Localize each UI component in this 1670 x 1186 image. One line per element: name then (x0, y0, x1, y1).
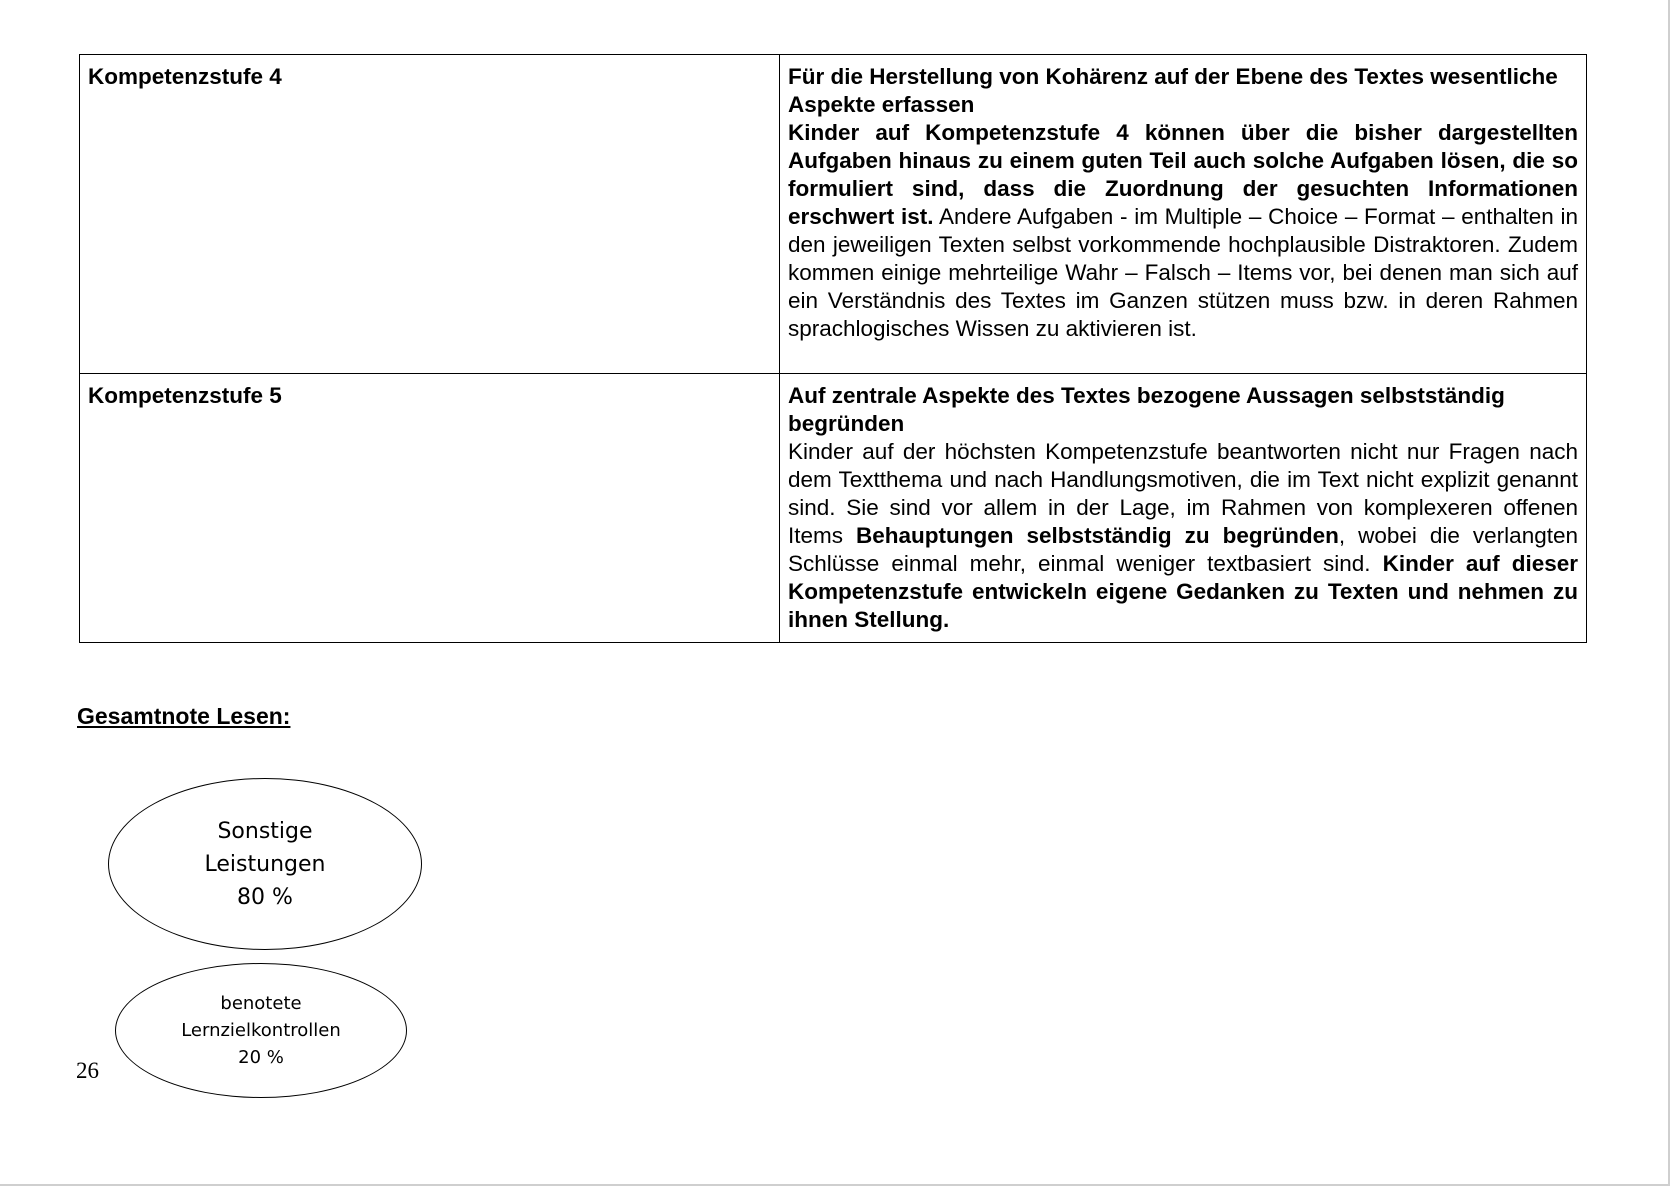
level-description-cell (780, 374, 1587, 643)
level-body-text: Andere Aufgaben - im Multiple – Choice – Format – enthalten in den jeweiligen Texten selbst vorkommende hochplausible Distraktoren. Zudem kommen einige mehrteilige Wahr – Falsch – Items vor, bei denen man sich auf ein Verständnis des Textes im Ganzen stützen muss bzw. in deren Rahmen sprachlogisches Wissen zu aktivieren ist. (788, 204, 1578, 341)
level-label: Kompetenzstufe 4 (88, 64, 282, 89)
ellipse-percent: 20 % (238, 1047, 284, 1068)
ellipse-label-line2: Lernzielkontrollen (181, 1020, 341, 1041)
ellipse-graded-tests (115, 963, 407, 1098)
level-label-cell (80, 55, 780, 374)
page-number: 26 (76, 1058, 99, 1083)
competence-table (79, 54, 1587, 643)
level-label-cell (80, 374, 780, 643)
level-body-text: Kinder auf der höchsten Kompetenzstufe beantworten nicht nur Fragen nach dem Textthema und nach Handlungsmotiven, die im Text nicht explizit genannt sind. Sie sind vor allem in der Lage, im Rahmen von komplexeren offenen Items (788, 439, 1578, 548)
level-bold-phrase: Behauptungen selbstständig zu begründen (856, 523, 1339, 548)
table-row (80, 374, 1587, 643)
ellipse-label-line1: benotete (220, 993, 302, 1014)
level-heading: Für die Herstellung von Kohärenz auf der Ebene des Textes wesentliche Aspekte erfassen (788, 64, 1558, 117)
level-bold-conclusion: Kinder auf dieser Kompetenzstufe entwickeln eigene Gedanken zu Texten und nehmen zu ihnen Stellung. (788, 551, 1578, 632)
level-bold-intro: Kinder auf Kompetenzstufe 4 können über die bisher dargestellten Aufgaben hinaus zu einem guten Teil auch solche Aufgaben lösen, die so formuliert sind, dass die Zuordnung der gesuchten Informationen erschwert ist. (788, 120, 1578, 229)
level-heading: Auf zentrale Aspekte des Textes bezogene Aussagen selbstständig begründen (788, 383, 1505, 436)
ellipse-other-performance (108, 778, 422, 950)
table-row (80, 55, 1587, 374)
level-description-cell (780, 55, 1587, 374)
section-title: Gesamtnote Lesen: (77, 703, 291, 729)
level-label: Kompetenzstufe 5 (88, 383, 282, 408)
ellipse-label-line2: Leistungen (204, 851, 326, 877)
ellipse-label-line1: Sonstige (217, 818, 313, 844)
ellipse-percent: 80 % (237, 884, 293, 910)
level-body-text: , wobei die verlangten Schlüsse einmal mehr, einmal weniger textbasiert sind. (788, 523, 1578, 576)
